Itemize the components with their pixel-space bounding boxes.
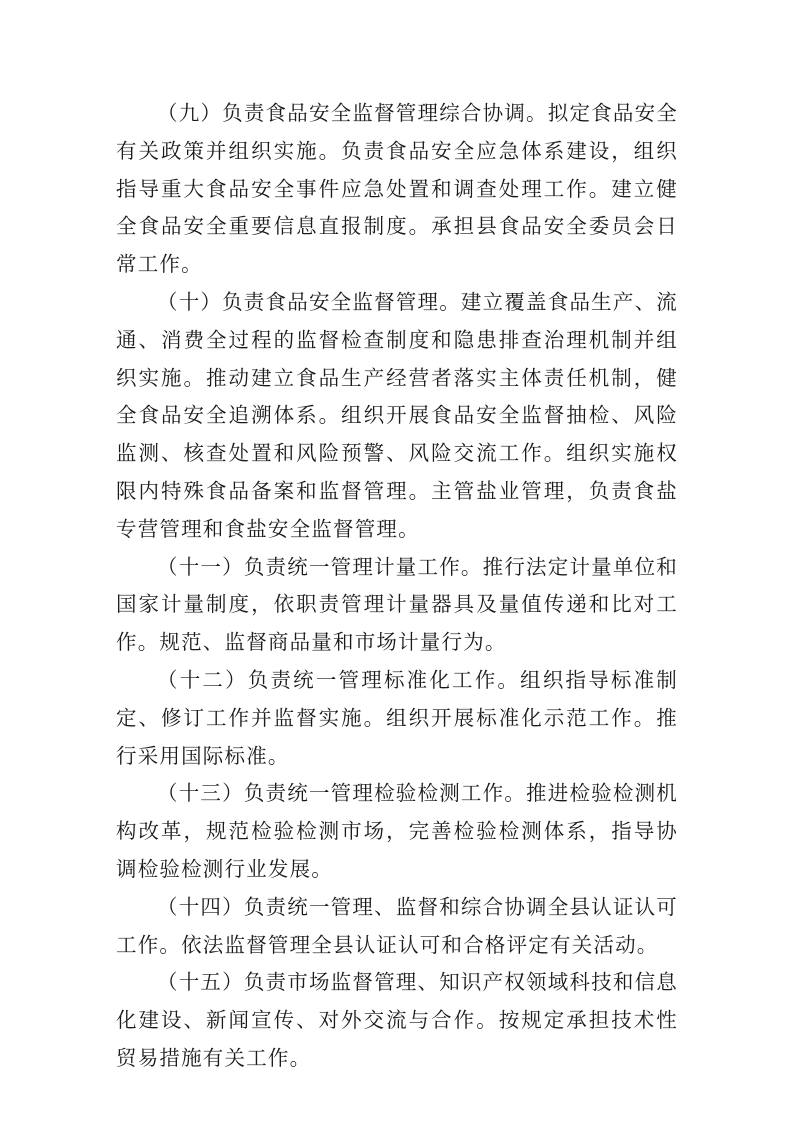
paragraph-14: （十四）负责统一管理、监督和综合协调全县认证认可工作。依法监督管理全县认证认可和合格评定有关活动。 xyxy=(116,894,678,957)
paragraph-11: （十一）负责统一管理计量工作。推行法定计量单位和国家计量制度，依职责管理计量器具及量值传递和比对工作。规范、监督商品量和市场计量行为。 xyxy=(116,554,678,655)
paragraph-13: （十三）负责统一管理检验检测工作。推进检验检测机构改革，规范检验检测市场，完善检验检测体系，指导协调检验检测行业发展。 xyxy=(116,781,678,881)
paragraph-9: （九）负责食品安全监督管理综合协调。拟定食品安全有关政策并组织实施。负责食品安全应急体系建设，组织指导重大食品安全事件应急处置和调查处理工作。建立健全食品安全重要信息直报制度。承担县食品安全委员会日常工作。 xyxy=(116,101,678,277)
paragraph-10: （十）负责食品安全监督管理。建立覆盖食品生产、流通、消费全过程的监督检查制度和隐患排查治理机制并组织实施。推动建立食品生产经营者落实主体责任机制，健全食品安全追溯体系。组织开展食品安全监督抽检、风险监测、核查处置和风险预警、风险交流工作。组织实施权限内特殊食品备案和监督管理。主管盐业管理，负责食盐专营管理和食盐安全监督管理。 xyxy=(116,289,678,541)
paragraph-15: （十五）负责市场监督管理、知识产权领域科技和信息化建设、新闻宣传、对外交流与合作。按规定承担技术性贸易措施有关工作。 xyxy=(116,970,678,1070)
paragraph-12: （十二）负责统一管理标准化工作。组织指导标准制定、修订工作并监督实施。组织开展标准化示范工作。推行采用国际标准。 xyxy=(116,667,678,768)
document-body xyxy=(116,95,678,1078)
